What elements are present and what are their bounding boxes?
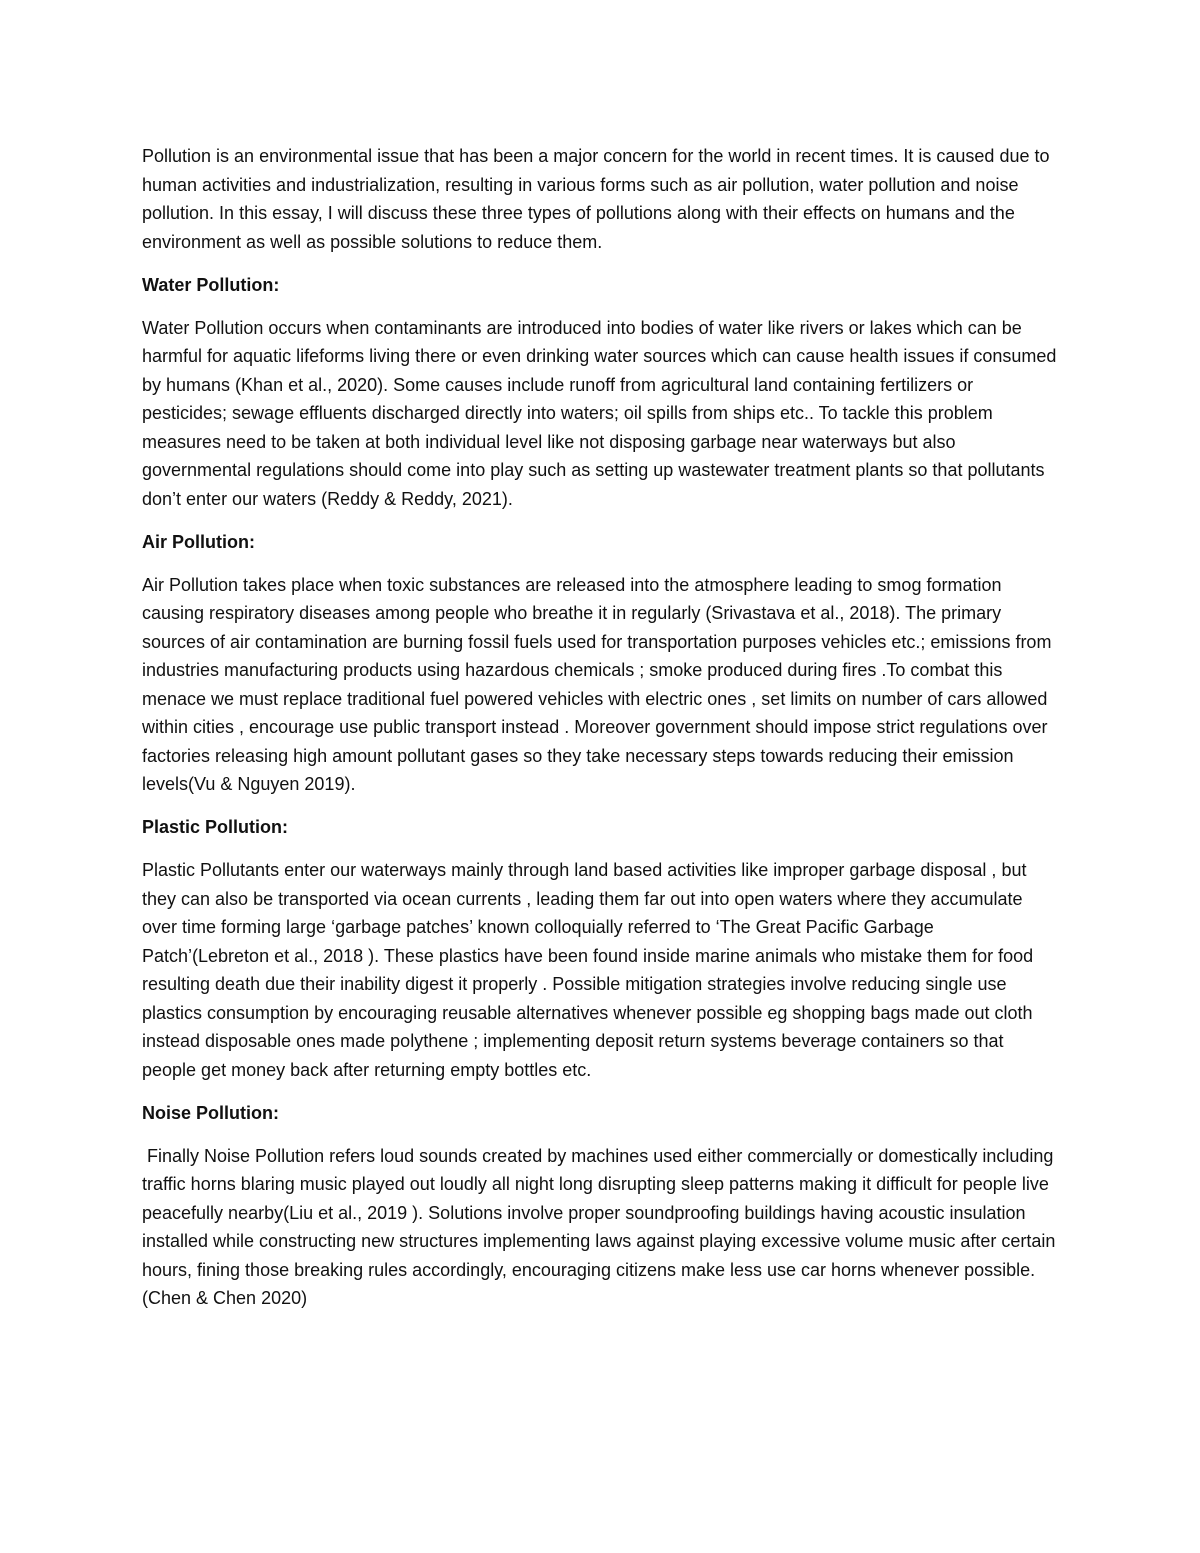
water-pollution-paragraph: Water Pollution occurs when contaminants are introduced into bodies of water like rivers or lakes which can be harmful for aquatic lifeforms living there or even drinking water sources which can cause health issues if consumed by humans (Khan et al., 2020). Some causes include runoff from agricultural land containing fertilizers or pesticides; sewage effluents discharged directly into waters; oil spills from ships etc.. To tackle this problem measures need to be taken at both individual level like not disposing garbage near waterways but also governmental regulations should come into play such as setting up wastewater treatment plants so that pollutants don’t enter our waters (Reddy & Reddy, 2021). xyxy=(142,317,1057,509)
plastic-pollution-paragraph: Plastic Pollutants enter our waterways mainly through land based activities like improper garbage disposal , but they can also be transported via ocean currents , leading them far out into open waters where they accumulate over time forming large ‘garbage patches’ known colloquially referred to ‘The Great Pacific Garbage Patch’(Lebreton et al., 2018 ). These plastics have been found inside marine animals who mistake them for food resulting death due their inability digest it properly . Possible mitigation strategies involve reducing single use plastics consumption by encouraging reusable alternatives whenever possible eg shopping bags made out cloth instead disposable ones made polythene ; implementing deposit return systems beverage containers so that people get money back after returning empty bottles etc. xyxy=(142,860,1034,1080)
noise-pollution-paragraph: Finally Noise Pollution refers loud sounds created by machines used either commercially or domestically including traffic horns blaring music played out loudly all night long disrupting sleep patterns making it difficult for people live peacefully nearby(Liu et al., 2019 ). Solutions involve proper soundproofing buildings having acoustic insulation installed while constructing new structures implementing laws against playing excessive volume music after certain hours, fining those breaking rules accordingly, encouraging citizens make less use car horns whenever possible.(Chen & Chen 2020) xyxy=(142,1145,1061,1308)
noise-pollution-heading: Noise Pollution: xyxy=(142,1102,279,1123)
water-pollution-heading: Water Pollution: xyxy=(142,274,280,295)
essay-body xyxy=(142,142,1061,1327)
intro-paragraph: Pollution is an environmental issue that has been a major concern for the world in recent times. It is caused due to human activities and industrialization, resulting in various forms such as air pollution, water pollution and noise pollution. In this essay, I will discuss these three types of pollutions along with their effects on humans and the environment as well as possible solutions to reduce them. xyxy=(142,146,1050,252)
plastic-pollution-heading: Plastic Pollution: xyxy=(142,817,289,837)
air-pollution-heading: Air Pollution: xyxy=(142,531,255,552)
air-pollution-paragraph: Air Pollution takes place when toxic substances are released into the atmosphere leading to smog formation causing respiratory diseases among people who breathe it in regularly (Srivastava et al., 2018). The primary sources of air contamination are burning fossil fuels used for transportation purposes vehicles etc.; emissions from industries manufacturing products using hazardous chemicals ; smoke produced during fires .To combat this menace we must replace traditional fuel powered vehicles with electric ones , set limits on number of cars allowed within cities , encourage use public transport instead . Moreover government should impose strict regulations over factories releasing high amount pollutant gases so they take necessary steps towards reducing their emission levels(Vu & Nguyen 2019). xyxy=(142,574,1052,794)
